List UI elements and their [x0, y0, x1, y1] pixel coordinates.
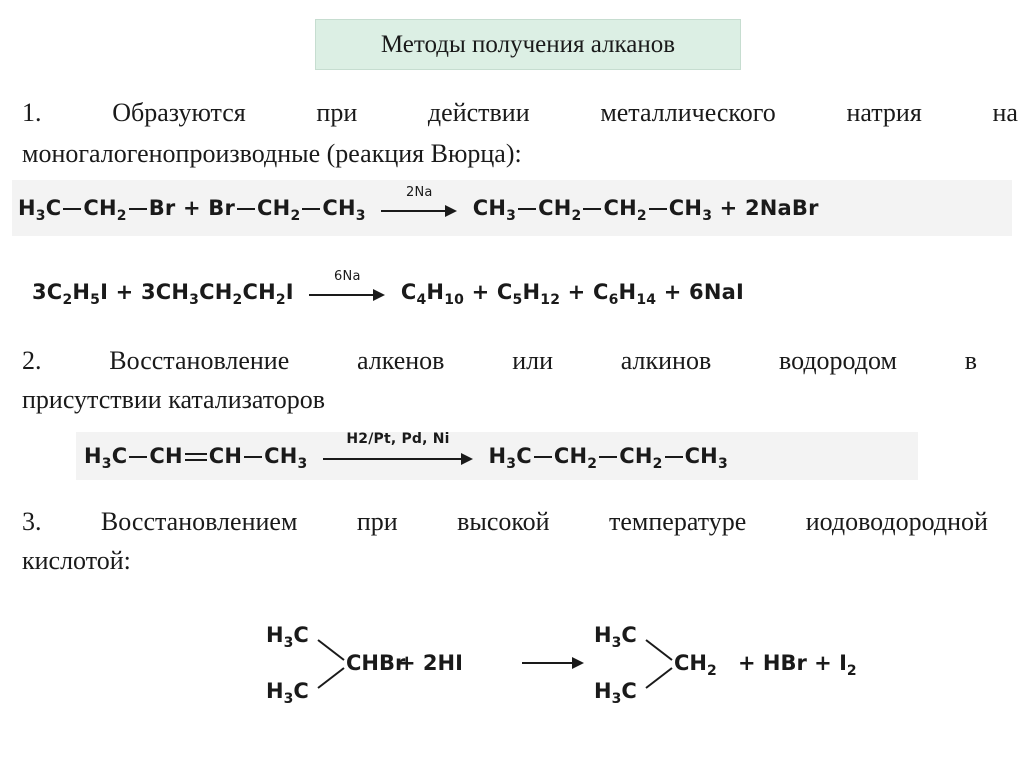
word: алкенов [357, 346, 445, 375]
products-text: + HBr + $I_2$ [738, 651, 857, 679]
left-center-group: CHBr [346, 651, 406, 675]
methyl-bottom-left: $H_3C$ [266, 679, 309, 707]
reaction-arrow: H2/Pt, Pd, Ni [323, 447, 473, 467]
word: при [316, 98, 358, 127]
word: Восстановлением [100, 507, 298, 536]
word: алкинов [620, 346, 712, 375]
word: Образуются [112, 98, 246, 127]
word: 1. [22, 98, 42, 127]
reagent-text: + 2HI [398, 651, 463, 675]
reaction-arrow: 2Na [381, 199, 457, 219]
hydrogenation-equation: $H_3C$ CH CH $CH_3$ H2/Pt, Pd, Ni $H_3C$ $CH_2$ $CH_2$ $CH_3$ [84, 431, 728, 472]
bond-line [646, 640, 672, 660]
word: при [356, 507, 398, 536]
reaction-arrow: 6Na [309, 283, 385, 303]
arrow-head [572, 657, 584, 669]
word: натрия [846, 98, 922, 127]
methyl-top-right: $H_3C$ [594, 623, 637, 651]
section3-line2: кислотой: [22, 546, 131, 575]
methyl-top-left: $H_3C$ [266, 623, 309, 651]
word: действии [427, 98, 530, 127]
page-title: Методы получения алканов [315, 19, 741, 70]
word: 2. [22, 346, 42, 375]
word: высокой [457, 507, 550, 536]
bond-line [646, 668, 672, 688]
word: 3. [22, 507, 42, 536]
bond-line [318, 640, 344, 660]
word: металлического [600, 98, 776, 127]
word: водородом [778, 346, 897, 375]
bond-line [318, 668, 344, 688]
word: или [512, 346, 554, 375]
word: на [992, 98, 1018, 127]
wurtz-equation-2: $3C_2H_5I + 3CH_3CH_2CH_2I$ 6Na $C_4H_{10} + C_5H_{12} + C_6H_{14} + 6NaI$ [32, 269, 745, 308]
methyl-bottom-right: $H_3C$ [594, 679, 637, 707]
word: иодоводородной [805, 507, 988, 536]
right-center-group: $CH_2$ [674, 651, 717, 679]
word: Восстановление [109, 346, 290, 375]
section1-line2: моногалогенопроизводные (реакция Вюрца): [22, 139, 522, 168]
section2-line2: присутствии катализаторов [22, 385, 326, 414]
wurtz-equation-1: $H_3C$ $CH_2$ Br + Br $CH_2$ $CH_3$ 2Na $CH_3$ $CH_2$ $CH_2$ $CH_3$ + 2NaBr [18, 185, 819, 224]
word: температуре [609, 507, 747, 536]
word: в [964, 346, 977, 375]
